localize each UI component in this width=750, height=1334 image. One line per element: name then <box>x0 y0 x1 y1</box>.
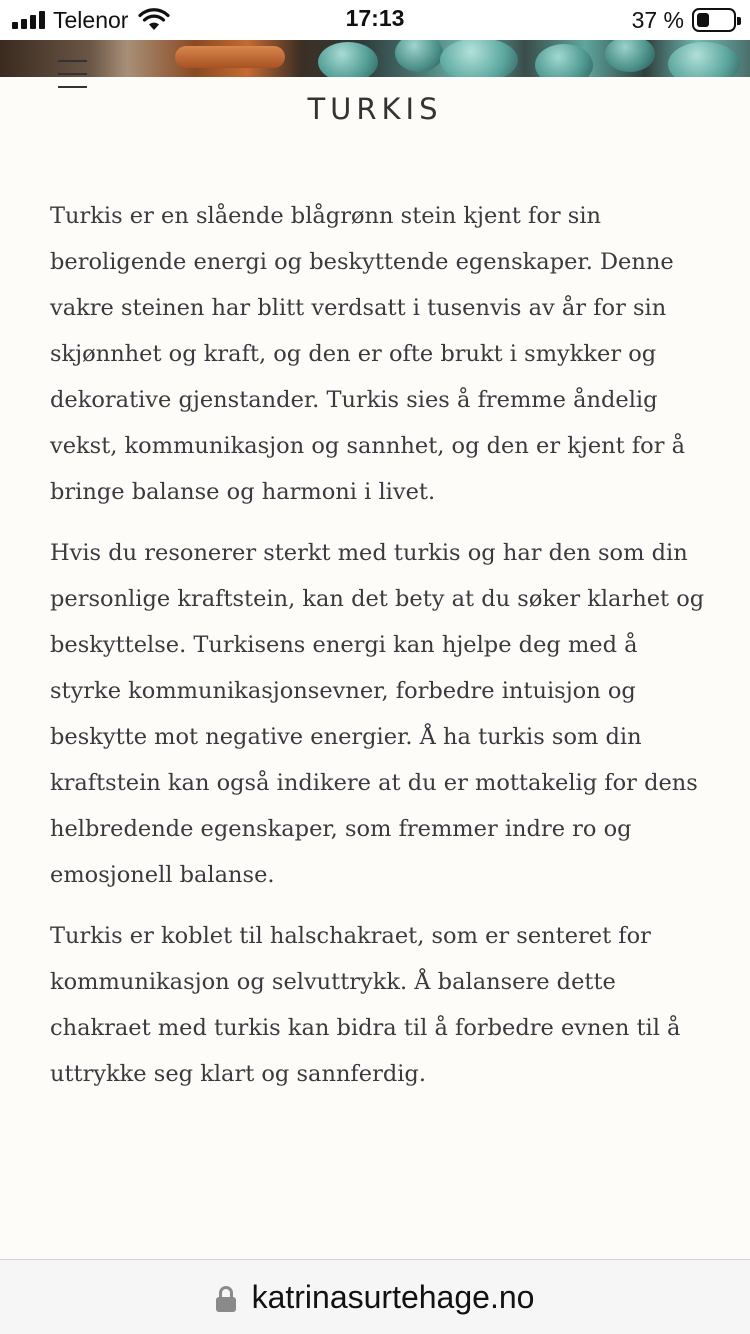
turquoise-stone <box>440 40 518 77</box>
hamburger-menu-icon[interactable] <box>58 60 88 92</box>
article-body <box>50 193 710 1112</box>
browser-url-bar[interactable] <box>0 1259 750 1334</box>
url-text[interactable]: katrinasurtehage.no <box>251 1278 535 1315</box>
page-title: TURKIS <box>307 92 443 126</box>
battery-icon <box>692 8 736 32</box>
turquoise-stone <box>668 42 740 77</box>
battery-percentage: 37 % <box>631 6 684 33</box>
turquoise-stone <box>395 40 443 72</box>
status-bar <box>0 0 750 40</box>
turquoise-stone <box>318 42 378 77</box>
turquoise-stone <box>535 44 593 77</box>
carrier-name: Telenor <box>53 6 129 33</box>
turquoise-stone <box>605 40 655 72</box>
wooden-stick <box>175 46 285 68</box>
article-paragraph: Turkis er koblet til halschakraet, som er senteret for kommunikasjon og selvuttrykk. Å balansere dette chakraet med turkis kan bidra til å forbedre evnen til å uttrykke seg klart og sannferdig. <box>50 923 681 1087</box>
article-paragraph: Hvis du resonerer sterkt med turkis og har den som din personlige kraftstein, kan det bety at du søker klarhet og beskyttelse. Turkisens energi kan hjelpe deg med å styrke kommunikasjonsevner, forbedre intuisjon og beskytte mot negative energier. Å ha turkis som din kraftstein kan også indikere at du er mottakelig for dens helbredende egenskaper, som fremmer indre ro og emosjonell balanse. <box>50 540 705 888</box>
battery-nub <box>737 17 741 25</box>
battery-level-fill <box>697 13 709 27</box>
hero-image-turquoise-stones <box>0 40 750 77</box>
lock-icon <box>216 1286 236 1312</box>
status-right <box>632 6 736 34</box>
article-paragraph: Turkis er en slående blågrønn stein kjent for sin beroligende energi og beskyttende egenskaper. Denne vakre steinen har blitt verdsatt i tusenvis av år for sin skjønnhet og kraft, og den er ofte brukt i smykker og dekorative gjenstander. Turkis sies å fremme åndelig vekst, kommunikasjon og sannhet, og den er kjent for å bringe balanse og harmoni i livet. <box>50 203 686 505</box>
status-time: 17:13 <box>345 5 405 31</box>
